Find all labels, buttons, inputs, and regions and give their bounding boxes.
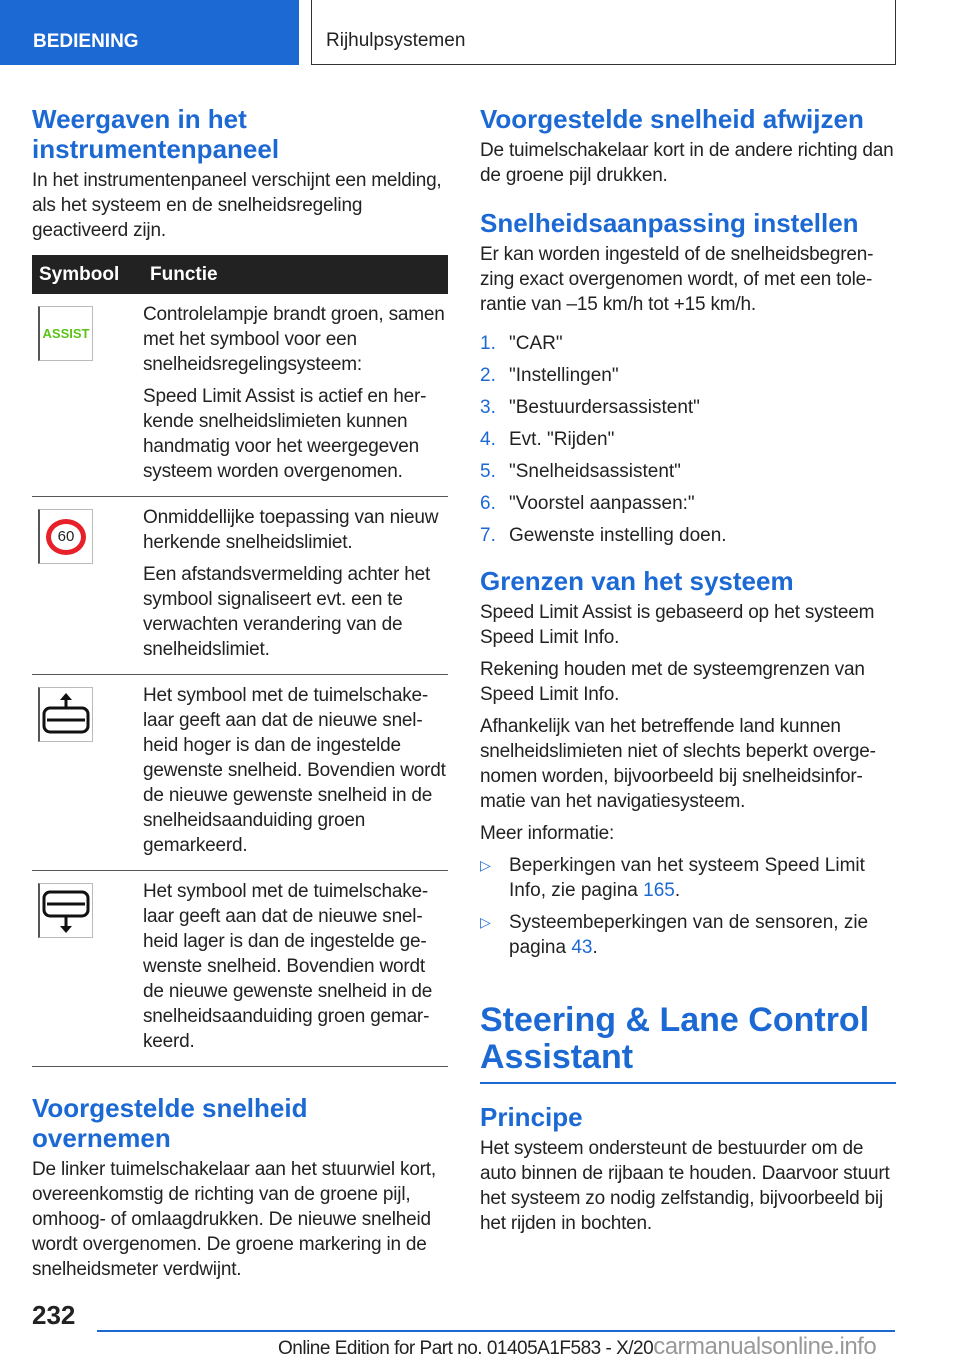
paragraph: Meer informatie: — [480, 823, 615, 844]
list-item: 3. "Bestuurdersassistent" — [480, 397, 700, 418]
list-item: 1. "CAR" — [480, 333, 563, 354]
list-item: 5. "Snelheidsassistent" — [480, 461, 681, 482]
assist-icon: ASSIST — [38, 306, 93, 361]
paragraph: In het instrumentenpaneel verschijnt een melding, als het systeem en de snelheidsregeling geactiveerd zijn. — [32, 170, 442, 241]
symbol-table — [32, 255, 448, 1067]
speed-limit-60-icon: 60 — [38, 509, 93, 564]
paragraph: Er kan worden ingesteld of de snelheidsbegrenzing exact overgenomen wordt, of met een tolerantie van –15 km/h tot +15 km/h. — [480, 244, 874, 315]
divider — [480, 1082, 896, 1084]
footer-rule — [97, 1330, 895, 1332]
footer-text: Online Edition for Part no. 01405A1F583 - X/20carmanualsonline.info — [278, 1333, 877, 1360]
right-column — [480, 104, 896, 1243]
table-row — [32, 497, 448, 675]
left-column — [32, 104, 448, 1289]
steps-list — [480, 331, 896, 548]
column-header-symbol: Symbool — [32, 255, 143, 294]
speed-down-arrow-icon — [38, 883, 93, 938]
page-link[interactable]: 165 — [643, 880, 675, 901]
chapter-tab[interactable]: BEDIENING — [0, 0, 299, 65]
paragraph: De linker tuimelschakelaar aan het stuurwiel kort, overeenkomstig de richting van de groene pijl, omhoog- of omlaagdrukken. De nieuwe snelheid wordt overgenomen. De groene markering in de snelheidsmeter verdwijnt. — [32, 1159, 436, 1280]
cell-text: Speed Limit Assist is actief en herkende snelheidslimieten kunnen handmatig voor het weergegeven systeem worden overgenomen. — [143, 386, 427, 482]
list-item: 2. "Instellingen" — [480, 365, 619, 386]
cell-text: Controlelampje brandt groen, samen met het symbool voor een snelheidsregelingsysteem: — [143, 304, 445, 375]
page-link[interactable]: 43 — [571, 937, 593, 958]
reference-list — [480, 853, 896, 960]
heading-limits: Grenzen van het systeem — [480, 566, 794, 596]
paragraph: Speed Limit Assist is gebaseerd op het systeem Speed Limit Info. — [480, 602, 875, 648]
table-row — [32, 871, 448, 1067]
heading-accept: Voorgestelde snelheid overnemen — [32, 1093, 308, 1153]
list-item: 4. Evt. "Rijden" — [480, 429, 615, 450]
list-item: 6. "Voorstel aanpassen:" — [480, 493, 695, 514]
heading-reject: Voorgestelde snelheid afwijzen — [480, 104, 864, 134]
section-title: Rijhulpsystemen — [311, 0, 896, 65]
speed-up-arrow-icon — [38, 687, 93, 742]
heading-slca: Steering & Lane Control Assistant — [480, 1001, 870, 1076]
heading-display: Weergaven in het instrumentenpaneel — [32, 104, 280, 164]
list-item: 7. Gewenste instelling doen. — [480, 525, 727, 546]
table-row — [32, 675, 448, 871]
cell-text: Het symbool met de tuimelschakelaar geeft aan dat de nieuwe snelheid hoger is dan de ingestelde gewenste snelheid. Bovendien wordt de nieuwe gewenste snelheid in de snelheidsaanduiding groen gemarkeerd. — [143, 685, 446, 856]
list-item: ▷ Beperkingen van het systeem Speed Limit Info, zie pagina 165. — [480, 855, 865, 901]
triangle-bullet-icon: ▷ — [480, 914, 491, 930]
heading-adjust: Snelheidsaanpassing instellen — [480, 208, 859, 238]
cell-text: Een afstandsvermelding achter het symbool signaliseert evt. een te verwachten verandering van de snelheidslimiet. — [143, 564, 431, 660]
paragraph: Het systeem ondersteunt de bestuurder om de auto binnen de rijbaan te houden. Daarvoor stuurt het systeem zo nodig zelfstandig, bijvoorbeeld bij het rijden in bochten. — [480, 1138, 890, 1234]
table-row — [32, 294, 448, 497]
paragraph: Rekening houden met de systeemgrenzen van Speed Limit Info. — [480, 659, 865, 705]
paragraph: Afhankelijk van het betreffende land kunnen snelheidslimieten niet of slechts beperkt overgenomen worden, bijvoorbeeld bij snelheidsinformatie van het navigatiesysteem. — [480, 716, 876, 812]
heading-principle: Principe — [480, 1102, 583, 1132]
paragraph: De tuimelschakelaar kort in de andere richting dan de groene pijl drukken. — [480, 140, 894, 186]
cell-text: Onmiddellijke toepassing van nieuw herkende snelheidslimiet. — [143, 507, 439, 553]
cell-text: Het symbool met de tuimelschakelaar geeft aan dat de nieuwe snelheid lager is dan de ingestelde gewenste snelheid. Bovendien wordt de nieuwe gewenste snelheid in de snelheidsaanduiding groen gemarkeerd. — [143, 881, 433, 1052]
watermark: carmanualsonline.info — [653, 1333, 877, 1360]
page-number: 232 — [32, 1300, 76, 1330]
column-header-function: Functie — [143, 255, 448, 294]
list-item: ▷ Systeembeperkingen van de sensoren, zie pagina 43. — [480, 912, 869, 958]
triangle-bullet-icon: ▷ — [480, 857, 491, 873]
